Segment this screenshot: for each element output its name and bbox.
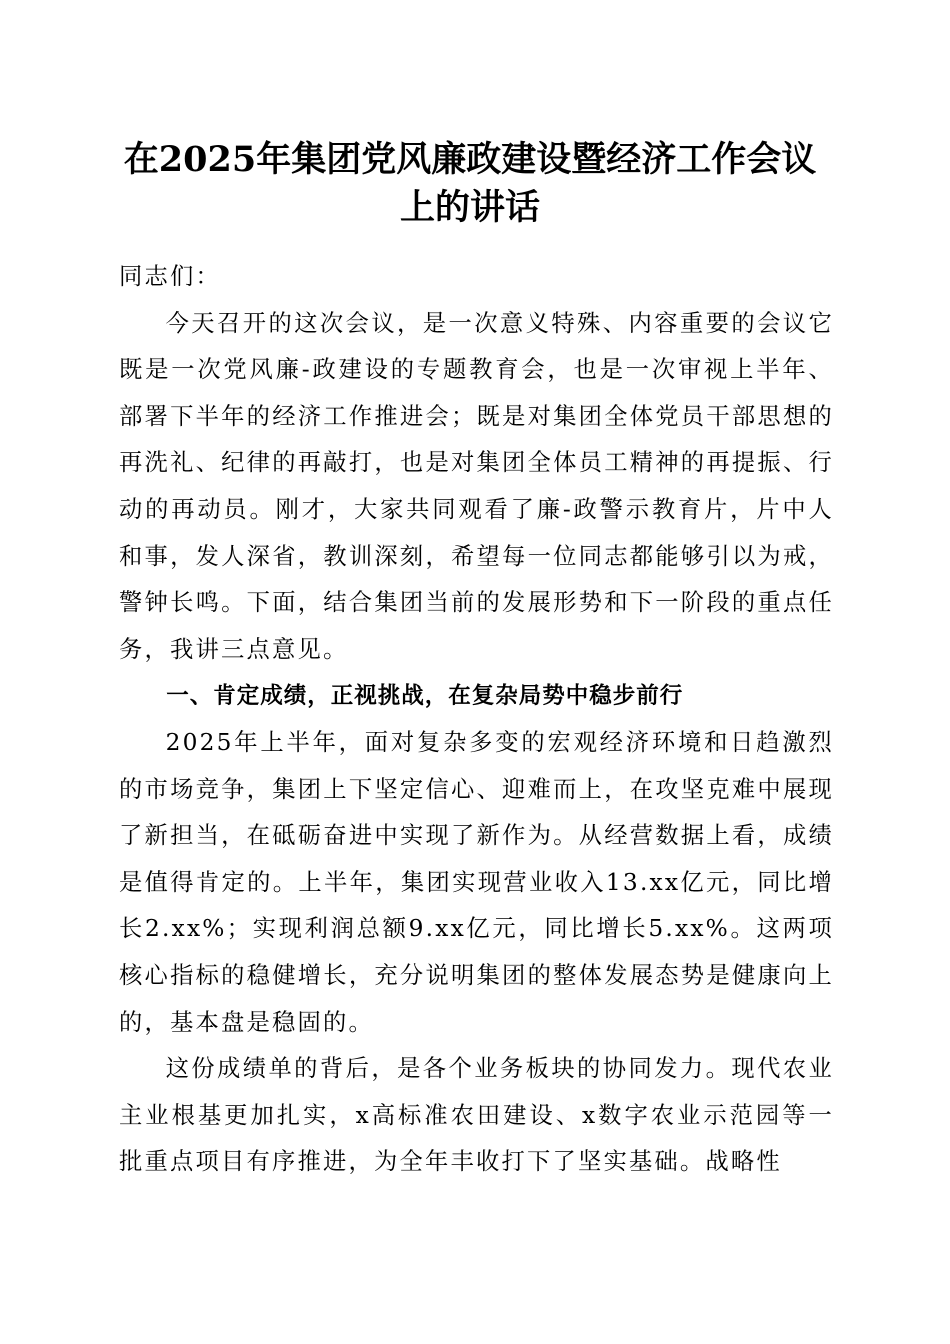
section-paragraph: 2025年上半年，面对复杂多变的宏观经济环境和日趋激烈的市场竞争，集团上下坚定信心、迎难而上，在攻坚克难中展现了新担当，在砥砺奋进中实现了新作为。从经营数据上看，成绩是值得肯定的。上半年，集团实现营业收入13.xx亿元，同比增长2.xx%；实现利润总额9.xx亿元，同比增长5.xx%。这两项核心指标的稳健增长，充分说明集团的整体发展态势是健康向上的，基本盘是稳固的。 (119, 728, 834, 1036)
document-title (100, 136, 840, 232)
document-body (119, 254, 834, 1186)
opening-paragraph: 今天召开的这次会议，是一次意义特殊、内容重要的会议它既是一次党风廉-政建设的专题教育会，也是一次审视上半年、部署下半年的经济工作推进会；既是对集团全体党员干部思想的再洗礼、纪律的再敲打，也是对集团全体员工精神的再提振、行动的再动员。刚才，大家共同观看了廉-政警示教育片，片中人和事，发人深省，教训深刻，希望每一位同志都能够引以为戒，警钟长鸣。下面，结合集团当前的发展形势和下一阶段的重点任务，我讲三点意见。 (119, 309, 834, 663)
salutation: 同志们： (119, 263, 221, 290)
title-line-1: 在2025年集团党风廉政建设暨经济工作会议 (123, 139, 817, 180)
section-heading: 一、肯定成绩，正视挑战，在复杂局势中稳步前行 (166, 683, 684, 710)
title-line-2: 上的讲话 (399, 187, 540, 228)
section-paragraph: 这份成绩单的背后，是各个业务板块的协同发力。现代农业主业根基更加扎实，x高标准农田建设、x数字农业示范园等一批重点项目有序推进，为全年丰收打下了坚实基础。战略性 (119, 1055, 834, 1176)
